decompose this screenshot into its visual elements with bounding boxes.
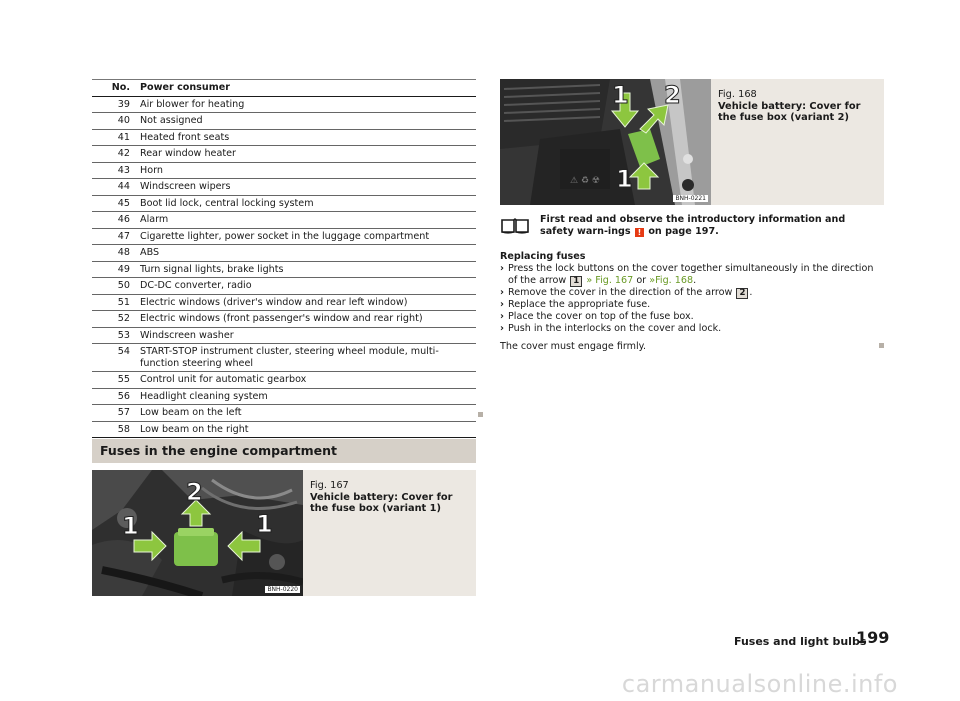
table-row bbox=[92, 294, 476, 311]
table-row bbox=[92, 278, 476, 295]
notice-text-main: First read and observe the introductory information and safety warn-ings bbox=[540, 214, 846, 237]
fuse-number: 44 bbox=[92, 179, 136, 196]
power-consumer: Electric windows (front passenger's window and rear right) bbox=[136, 311, 476, 328]
table-row bbox=[92, 96, 476, 113]
figure-reference-link[interactable]: Fig. 167 bbox=[595, 275, 634, 286]
chevron-right-icon: › bbox=[500, 263, 504, 274]
fuse-number: 45 bbox=[92, 195, 136, 212]
power-consumer: Turn signal lights, brake lights bbox=[136, 261, 476, 278]
power-consumer: Alarm bbox=[136, 212, 476, 229]
instruction-step bbox=[500, 323, 884, 335]
battery-symbols: ⚠ ♻ ☢ bbox=[570, 176, 600, 186]
figure-title: Vehicle battery: Cover for the fuse box (variant 1) bbox=[310, 491, 453, 514]
figure-title: Vehicle battery: Cover for the fuse box (variant 2) bbox=[718, 100, 861, 123]
power-consumer: Not assigned bbox=[136, 113, 476, 130]
power-consumer: Air blower for heating bbox=[136, 96, 476, 113]
instruction-step bbox=[500, 311, 884, 323]
table-row bbox=[92, 327, 476, 344]
instruction-step bbox=[500, 287, 884, 299]
table-row bbox=[92, 179, 476, 196]
fuse-number: 57 bbox=[92, 405, 136, 422]
figure-number: Fig. 167 bbox=[310, 480, 349, 491]
power-consumer: Low beam on the right bbox=[136, 421, 476, 438]
chevron-right-icon: › bbox=[500, 287, 504, 298]
figure-167-photo bbox=[92, 470, 303, 596]
instruction-step bbox=[500, 263, 884, 287]
power-consumer: Cigarette lighter, power socket in the luggage compartment bbox=[136, 228, 476, 245]
power-consumer: Rear window heater bbox=[136, 146, 476, 163]
arrow-number-box: 2 bbox=[736, 288, 748, 299]
power-consumer: START-STOP instrument cluster, steering wheel module, multi-function steering wheel bbox=[136, 344, 476, 372]
reference-arrow-icon: » bbox=[586, 275, 593, 286]
closing-paragraph: The cover must engage firmly. bbox=[500, 341, 647, 352]
figure-167 bbox=[92, 470, 476, 596]
photo-label-1-left: 1 bbox=[122, 512, 139, 540]
fuse-box-cover bbox=[174, 532, 218, 566]
fuse-number: 48 bbox=[92, 245, 136, 262]
power-consumer: Windscreen washer bbox=[136, 327, 476, 344]
fuse-number: 49 bbox=[92, 261, 136, 278]
end-of-section-marker bbox=[478, 412, 483, 417]
fuse-number: 50 bbox=[92, 278, 136, 295]
step-end: . bbox=[749, 287, 753, 298]
fuse-number: 56 bbox=[92, 388, 136, 405]
engine-photo-illustration bbox=[500, 79, 711, 205]
table-row bbox=[92, 195, 476, 212]
watermark: carmanualsonline.info bbox=[621, 670, 898, 698]
table-row bbox=[92, 344, 476, 372]
power-consumer: Boot lid lock, central locking system bbox=[136, 195, 476, 212]
table-row bbox=[92, 372, 476, 389]
figure-caption bbox=[718, 89, 878, 124]
table-row bbox=[92, 388, 476, 405]
table-row bbox=[92, 311, 476, 328]
chevron-right-icon: › bbox=[500, 299, 504, 310]
power-consumer: DC-DC converter, radio bbox=[136, 278, 476, 295]
chevron-right-icon: › bbox=[500, 323, 504, 334]
fuse-number: 54 bbox=[92, 344, 136, 372]
fuse-number: 47 bbox=[92, 228, 136, 245]
power-consumer: Control unit for automatic gearbox bbox=[136, 372, 476, 389]
footer-chapter-title: Fuses and light bulbs bbox=[734, 635, 867, 648]
step-text: Replace the appropriate fuse. bbox=[508, 299, 651, 310]
page-number: 199 bbox=[856, 628, 890, 647]
power-consumer: Headlight cleaning system bbox=[136, 388, 476, 405]
table-row bbox=[92, 405, 476, 422]
figure-reference-link[interactable]: Fig. 168 bbox=[655, 275, 694, 286]
step-end: . bbox=[693, 275, 697, 286]
section-header: Fuses in the engine compartment bbox=[92, 439, 476, 463]
chevron-right-icon: › bbox=[500, 311, 504, 322]
table-header-row bbox=[92, 80, 476, 97]
fuse-number: 51 bbox=[92, 294, 136, 311]
warning-icon: ! bbox=[635, 228, 644, 237]
open-book-icon bbox=[500, 216, 530, 236]
fuse-number: 52 bbox=[92, 311, 136, 328]
fuse-number: 42 bbox=[92, 146, 136, 163]
fuse-number: 41 bbox=[92, 129, 136, 146]
fuse-number: 53 bbox=[92, 327, 136, 344]
power-consumer: Horn bbox=[136, 162, 476, 179]
engine-photo-illustration bbox=[92, 470, 303, 596]
power-consumer: ABS bbox=[136, 245, 476, 262]
table-row bbox=[92, 228, 476, 245]
table-row bbox=[92, 113, 476, 130]
table-body bbox=[92, 96, 476, 438]
table-row bbox=[92, 146, 476, 163]
table-row bbox=[92, 261, 476, 278]
step-text: Push in the interlocks on the cover and lock. bbox=[508, 323, 722, 334]
photo-label-2: 2 bbox=[186, 478, 203, 506]
reference-arrow-icon: » bbox=[649, 275, 656, 286]
notice-text bbox=[540, 214, 876, 238]
photo-code: BNH-0220 bbox=[267, 586, 298, 593]
fuse-table bbox=[92, 79, 476, 438]
column-header-no: No. bbox=[92, 80, 136, 97]
figure-number: Fig. 168 bbox=[718, 89, 757, 100]
instruction-step bbox=[500, 299, 884, 311]
power-consumer: Heated front seats bbox=[136, 129, 476, 146]
table-row bbox=[92, 421, 476, 438]
arrow-number-box: 1 bbox=[570, 276, 582, 287]
photo-label-2: 2 bbox=[664, 81, 681, 109]
instructions-heading: Replacing fuses bbox=[500, 251, 586, 262]
figure-caption bbox=[310, 480, 470, 515]
table-row bbox=[92, 162, 476, 179]
step-text: Place the cover on top of the fuse box. bbox=[508, 311, 694, 322]
power-consumer: Electric windows (driver's window and rear left window) bbox=[136, 294, 476, 311]
column-header-consumer: Power consumer bbox=[136, 80, 476, 97]
photo-code: BNH-0221 bbox=[675, 195, 706, 202]
instructions bbox=[500, 251, 884, 353]
fuse-number: 40 bbox=[92, 113, 136, 130]
step-text: Remove the cover in the direction of the arrow bbox=[508, 287, 733, 298]
photo-label-1-top: 1 bbox=[612, 81, 629, 109]
figure-168-photo bbox=[500, 79, 711, 205]
fuse-number: 55 bbox=[92, 372, 136, 389]
fuse-number: 43 bbox=[92, 162, 136, 179]
step-text-or: or bbox=[636, 275, 647, 286]
figure-168 bbox=[500, 79, 884, 205]
fuse-number: 46 bbox=[92, 212, 136, 229]
table-row bbox=[92, 245, 476, 262]
table-row bbox=[92, 212, 476, 229]
notice-page-ref: on page 197. bbox=[648, 226, 719, 237]
photo-label-1-bottom: 1 bbox=[616, 165, 633, 193]
end-of-section-marker bbox=[879, 343, 884, 348]
photo-label-1-right: 1 bbox=[256, 510, 273, 538]
table-row bbox=[92, 129, 476, 146]
step-text: Press the lock buttons on the cover together simultaneously in the direction of the arrow bbox=[508, 263, 874, 286]
fuse-number: 39 bbox=[92, 96, 136, 113]
fuse-number: 58 bbox=[92, 421, 136, 438]
power-consumer: Low beam on the left bbox=[136, 405, 476, 422]
power-consumer: Windscreen wipers bbox=[136, 179, 476, 196]
